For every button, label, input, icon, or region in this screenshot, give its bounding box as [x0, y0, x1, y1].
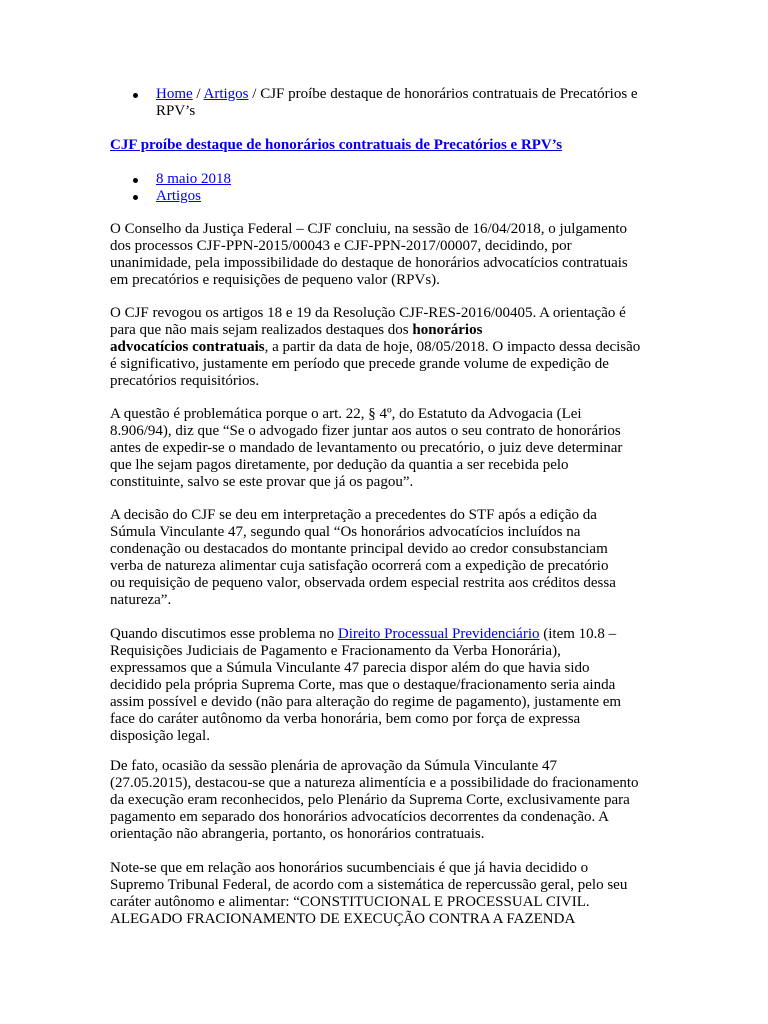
text-run: para que não mais sejam realizados destaques dos [110, 322, 413, 338]
paragraph-6 [110, 758, 660, 843]
text-line: ou requisição de pequeno valor, observada ordem especial restrita aos créditos dessa [110, 575, 616, 591]
breadcrumb-item [110, 86, 670, 120]
text-line: condenação ou destacados do montante principal devido ao credor consubstanciam [110, 541, 608, 557]
bold-term: advocatícios contratuais [110, 339, 265, 355]
text-line: orientação não abrangeria, portanto, os honorários contratuais. [110, 826, 485, 842]
text-run: Quando discutimos esse problema no [110, 626, 338, 642]
text-line: O Conselho da Justiça Federal – CJF concluiu, na sessão de 16/04/2018, o julgamento [110, 221, 628, 237]
text-line: Súmula Vinculante 47, segundo qual “Os honorários advocatícios incluídos na [110, 524, 581, 540]
meta-date-item [110, 171, 630, 188]
text-line: Requisições Judiciais de Pagamento e Fracionamento da Verba Honorária), [110, 643, 561, 659]
text-line: Supremo Tribunal Federal, de acordo com a sistemática de repercussão geral, pelo seu [110, 877, 628, 893]
breadcrumb-current-cont: RPV’s [156, 103, 196, 119]
text-line: da execução eram reconhecidos, pelo Plenário da Suprema Corte, exclusivamente para [110, 792, 630, 808]
text-line: (27.05.2015), destacou-se que a natureza alimentícia e a possibilidade do fracionamento [110, 775, 639, 791]
paragraph-2 [110, 305, 660, 390]
article-title-link[interactable]: CJF proíbe destaque de honorários contratuais de Precatórios e RPV’s [110, 137, 563, 153]
text-line: O CJF revogou os artigos 18 e 19 da Resolução CJF-RES-2016/00405. A orientação é [110, 305, 626, 321]
breadcrumb-separator: / [192, 86, 204, 102]
breadcrumb-category-link[interactable]: Artigos [203, 86, 249, 102]
text-line: é significativo, justamente em período que precede grande volume de expedição de [110, 356, 609, 372]
book-link[interactable]: Direito Processual Previdenciário [337, 626, 540, 642]
text-line: De fato, ocasião da sessão plenária de aprovação da Súmula Vinculante 47 [110, 758, 557, 774]
text-line: em precatórios e requisições de pequeno valor (RPVs). [110, 272, 440, 288]
article-date-link[interactable]: 8 maio 2018 [156, 171, 231, 187]
text-line: natureza”. [110, 592, 172, 608]
text-line: A questão é problemática porque o art. 22, § 4º, do Estatuto da Advogacia (Lei [110, 406, 582, 422]
text-line: disposição legal. [110, 728, 210, 744]
text-line: Note-se que em relação aos honorários sucumbenciais é que já havia decidido o [110, 860, 589, 876]
article-meta [110, 171, 630, 205]
text-line: antes de expedir-se o mandado de levantamento ou precatório, o juiz deve determinar [110, 440, 623, 456]
text-line [110, 322, 660, 339]
breadcrumb-home-link[interactable]: Home [156, 86, 193, 102]
breadcrumb-current: CJF proíbe destaque de honorários contratuais de Precatórios e [260, 86, 638, 102]
text-line: unanimidade, pela impossibilidade do destaque de honorários advocatícios contratuais [110, 255, 628, 271]
text-line: dos processos CJF-PPN-2015/00043 e CJF-PPN-2017/00007, decidindo, por [110, 238, 572, 254]
paragraph-4 [110, 507, 660, 609]
text-run: , a partir da data de hoje, 08/05/2018. O impacto dessa decisão [264, 339, 641, 355]
article-category-link[interactable]: Artigos [156, 188, 201, 204]
breadcrumb [110, 86, 670, 120]
breadcrumb-separator: / [248, 86, 261, 102]
text-line: constituinte, salvo se este provar que já os pagou”. [110, 474, 414, 490]
text-line: caráter autônomo e alimentar: “CONSTITUCIONAL E PROCESSUAL CIVIL. [110, 894, 590, 910]
text-line: pagamento em separado dos honorários advocatícios decorrentes da condenação. A [110, 809, 609, 825]
text-line: verba de natureza alimentar cuja satisfação ocorrerá com a expedição de precatório [110, 558, 609, 574]
text-line: ALEGADO FRACIONAMENTO DE EXECUÇÃO CONTRA A FAZENDA [110, 911, 576, 927]
text-line [110, 626, 660, 643]
paragraph-1 [110, 221, 660, 289]
article-title [110, 137, 562, 154]
text-line: precatórios requisitórios. [110, 373, 260, 389]
paragraph-3 [110, 406, 660, 491]
text-line: que lhe sejam pagos diretamente, por dedução da quantia a ser recebida pelo [110, 457, 569, 473]
meta-category-item [110, 188, 630, 205]
text-run: (item 10.8 – [539, 626, 617, 642]
text-line: 8.906/94), diz que “Se o advogado fizer juntar aos autos o seu contrato de honorários [110, 423, 621, 439]
text-line: A decisão do CJF se deu em interpretação a precedentes do STF após a edição da [110, 507, 597, 523]
text-line: face do caráter autônomo da verba honorária, bem como por força de expressa [110, 711, 581, 727]
text-line: expressamos que a Súmula Vinculante 47 parecia dispor além do que havia sido [110, 660, 590, 676]
bold-term: honorários [412, 322, 483, 338]
paragraph-5 [110, 626, 660, 745]
text-line: assim possível e devido (não para alteração do regime de pagamento), justamente em [110, 694, 622, 710]
paragraph-7 [110, 860, 660, 928]
text-line [110, 339, 660, 356]
text-line: decidido pela própria Suprema Corte, mas que o destaque/fracionamento seria ainda [110, 677, 616, 693]
